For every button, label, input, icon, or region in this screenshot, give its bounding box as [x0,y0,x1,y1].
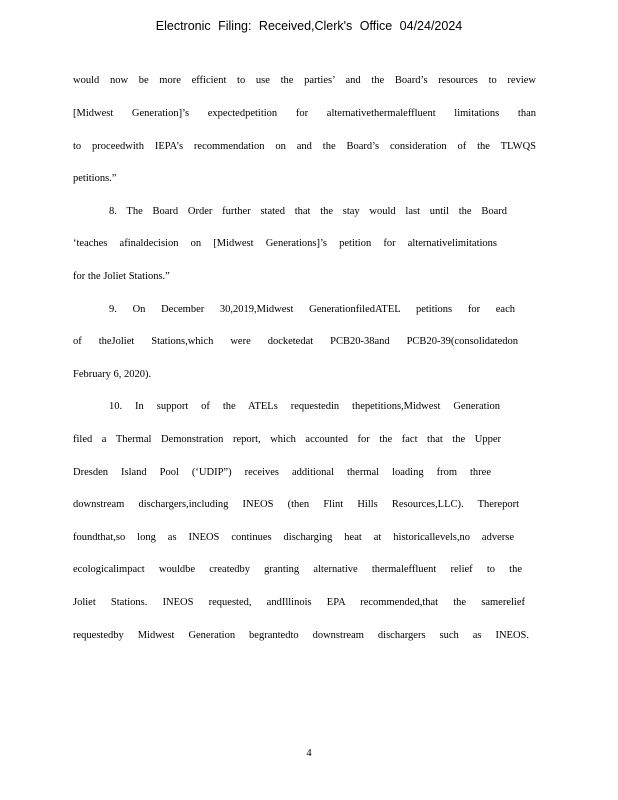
body-line-13: Dresden Island Pool (‘UDIP”) receives additional thermal loading from three [73,467,491,478]
body-line-4: petitions.” [73,173,117,184]
body-line-12: filed a Thermal Demonstration report, which accounted for the fact that the Upper [73,434,501,445]
body-line-8: 9. On December 30,2019,Midwest GenerationfiledATEL petitions for each [109,304,515,315]
body-line-3: to proceedwith IEPA’s recommendation on and the Board’s consideration of the TLWQS [73,141,536,152]
body-line-16: ecologicalimpact wouldbe createdby granting alternative thermaleffluent relief to the [73,564,522,575]
page-number: 4 [306,748,312,759]
body-line-9: of theJoliet Stations,which were docketedat PCB20-38and PCB20-39(consolidatedon [73,336,518,347]
electronic-filing-header: Electronic Filing: Received,Clerk's Office 04/24/2024 [155,19,463,33]
body-line-10: February 6, 2020). [73,369,152,380]
body-line-6: ‘teaches afinaldecision on [Midwest Generations]’s petition for alternativelimitations [73,238,497,249]
body-line-14: downstream dischargers,including INEOS (then Flint Hills Resources,LLC). Thereport [73,499,519,510]
body-line-1: would now be more efficient to use the parties’ and the Board’s resources to review [73,75,536,86]
body-line-7: for the Joliet Stations.” [73,271,170,282]
body-line-15: foundthat,so long as INEOS continues discharging heat at historicallevels,no adverse [73,532,514,543]
body-line-11: 10. In support of the ATELs requestedin thepetitions,Midwest Generation [109,401,500,412]
body-line-17: Joliet Stations. INEOS requested, andIllinois EPA recommended,that the samerelief [73,597,525,608]
body-line-5: 8. The Board Order further stated that the stay would last until the Board [109,206,507,217]
body-line-18: requestedby Midwest Generation begrantedto downstream dischargers such as INEOS. [73,630,529,641]
body-line-2: [Midwest Generation]’s expectedpetition for alternativethermaleffluent limitations than [73,108,536,119]
